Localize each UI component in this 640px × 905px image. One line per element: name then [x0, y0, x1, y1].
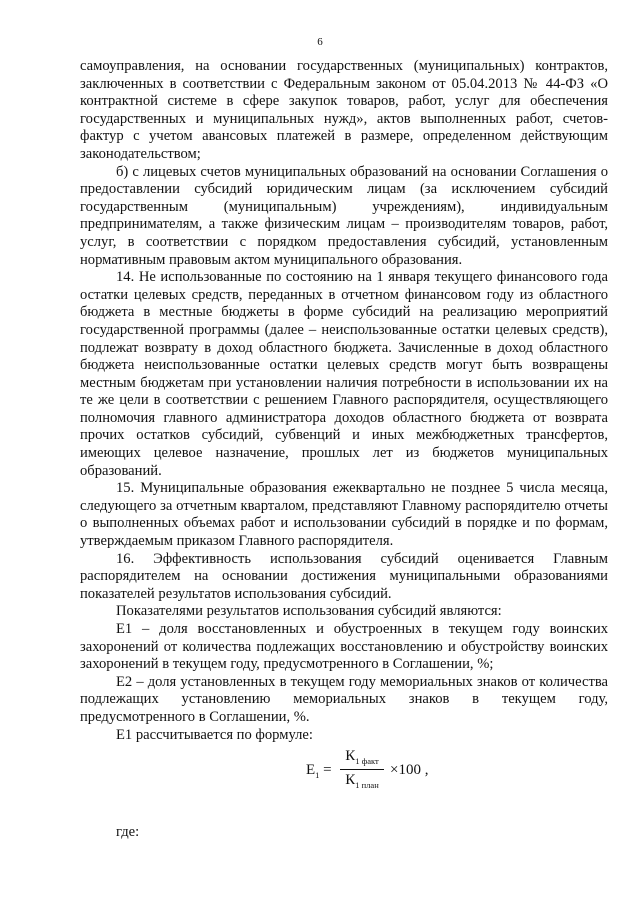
paragraph-14: 14. Не использованные по состоянию на 1 января текущего финансового года остатки целевых средств, переданных в отчетном финансовом году из областного бюджета в местные бюджеты в форме субсидий на реализацию мероприятий государственной программы (далее – неиспользованные остатки целевых средств), подлежат возврату в доход областного бюджета. Зачисленные в доход областного бюджета неиспользованные остатки целевых средств могут быть возвращены местным бюджетам при установлении наличия потребности в использовании их на те же цели в соответствии с решением Главного распорядителя, осуществляющего полномочия главного администратора доходов областного бюджета от возврата прочих остатков субсидий, субвенций и иных межбюджетных трансфертов, имеющих целевое назначение, прошлых лет из бюджетов муниципальных образований.	[80, 269, 608, 479]
document-body	[80, 58, 608, 744]
formula-fraction	[338, 748, 386, 792]
paragraph-formula-intro: Е1 рассчитывается по формуле:	[116, 726, 313, 743]
where-label: где:	[116, 824, 140, 840]
formula-denominator: $К_{1 план}$	[345, 772, 379, 790]
formula-e1	[306, 748, 446, 792]
page-number: 6	[317, 36, 323, 48]
paragraph-indicators-intro: Показателями результатов использования субсидий являются:	[116, 603, 502, 620]
paragraph-e1: Е1 – доля восстановленных и обустроенных в текущем году воинских захоронений от количества подлежащих восстановлению и обустройству воинских захоронений в текущем году, предусмотренного в Соглашении, %;	[80, 621, 608, 673]
paragraph-e2: Е2 – доля установленных в текущем году мемориальных знаков от количества подлежащих установлению мемориальных знаков в текущем году, предусмотренного в Соглашении, %.	[80, 673, 608, 725]
formula-lhs: $Е_1$ =	[306, 762, 332, 780]
paragraph-contracts: самоуправления, на основании государственных (муниципальных) контрактов, заключенных в соответствии с Федеральным законом от 05.04.2013 № 44-ФЗ «О контрактной системе в сфере закупок товаров, работ, услуг для обеспечения государственных и муниципальных нужд», актов выполненных работ, счетов-фактур с учетом авансовых платежей в размере, определенном действующим законодательством;	[80, 58, 608, 162]
formula-numerator: $К_{1 факт}$	[345, 748, 379, 766]
paragraph-15: 15. Муниципальные образования ежеквартально не позднее 5 числа месяца, следующего за отчетным кварталом, представляют Главному распорядителю отчеты о выполненных объемах работ и использовании субсидий в порядке и по формам, утверждаемым приказом Главного распорядителя.	[80, 480, 608, 550]
fraction-bar	[340, 769, 384, 770]
paragraph-16: 16. Эффективность использования субсидий оценивается Главным распорядителем на основании достижения муниципальными образованиями показателей результатов использования субсидий.	[80, 550, 608, 602]
formula-rhs: ×100 ,	[390, 762, 429, 778]
paragraph-item-b: б) с лицевых счетов муниципальных образований на основании Соглашения о предоставлении субсидий юридическим лицам (за исключением субсидий государственным (муниципальным) учреждениям), индивидуальным предпринимателям, а также физическим лицам – производителям товаров, работ, услуг, в соответствии с порядком предоставления субсидий, установленным нормативным правовым актом муниципального образования.	[80, 163, 608, 268]
